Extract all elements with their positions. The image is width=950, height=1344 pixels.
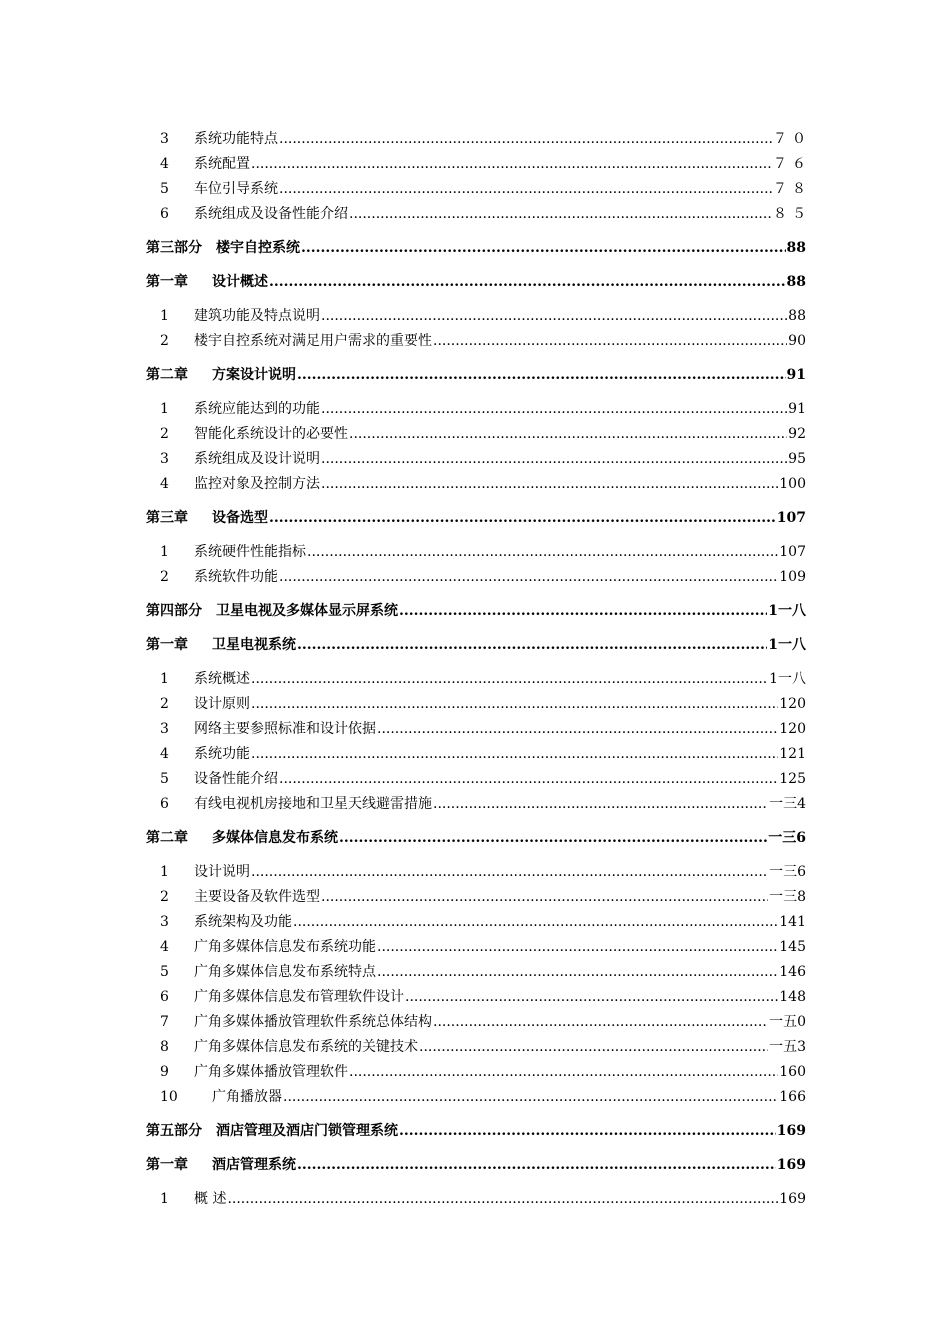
toc-entry-title: 系统组成及设备性能介绍: [194, 206, 348, 222]
toc-page-number: 一三6: [769, 864, 806, 880]
toc-entry-title: 设备性能介绍: [194, 771, 278, 787]
toc-entry-title: 有线电视机房接地和卫星天线避雷措施: [194, 796, 432, 812]
toc-entry-title: 广角播放器: [212, 1089, 282, 1105]
toc-entry-title: 设计原则: [194, 696, 250, 712]
toc-entry-title: 方案设计说明: [212, 367, 296, 383]
toc-entry-title: 多媒体信息发布系统: [212, 830, 338, 846]
toc-entry-number: 第一章: [146, 1157, 188, 1173]
toc-page-number: 一三8: [769, 889, 806, 905]
toc-entry-number: 4: [160, 476, 169, 492]
toc-dot-leader: [251, 669, 768, 689]
toc-page-number: 125: [779, 771, 806, 787]
toc-entry-title: 车位引导系统: [194, 181, 278, 197]
toc-entry-title: 卫星电视及多媒体显示屏系统: [216, 603, 398, 619]
toc-page-number: 169: [779, 1191, 806, 1207]
toc-dot-leader: [279, 179, 772, 199]
toc-dot-leader: [251, 694, 778, 714]
toc-item-entry[interactable]: [146, 1032, 806, 1057]
toc-entry-number: 第二章: [146, 830, 188, 846]
toc-page-number: 90: [788, 333, 806, 349]
toc-page-number: 一五0: [769, 1014, 806, 1030]
toc-page-number: 92: [788, 426, 806, 442]
toc-dot-leader: [433, 331, 787, 351]
toc-entry-number: 第二章: [146, 367, 188, 383]
toc-dot-leader: [251, 154, 772, 174]
toc-dot-leader: [321, 474, 778, 494]
toc-page-number: 一三4: [769, 796, 806, 812]
toc-entry-number: 9: [160, 1064, 169, 1080]
toc-entry-number: 10: [160, 1089, 178, 1105]
toc-page-number: 88: [788, 308, 806, 324]
toc-entry-title: 系统组成及设计说明: [194, 451, 320, 467]
toc-entry-title: 系统软件功能: [194, 569, 278, 585]
toc-dot-leader: [279, 769, 778, 789]
toc-item-entry[interactable]: [146, 537, 806, 562]
toc-entry-number: 4: [160, 746, 169, 762]
toc-item-entry[interactable]: [146, 394, 806, 419]
toc-page-number: 107: [779, 544, 806, 560]
toc-entry-title: 广角多媒体信息发布管理软件设计: [194, 989, 404, 1005]
toc-dot-leader: [349, 1062, 778, 1082]
toc-dot-leader: [283, 1087, 778, 1107]
toc-dot-leader: [269, 272, 786, 292]
toc-item-entry[interactable]: [146, 957, 806, 982]
toc-page-number: 121: [779, 746, 806, 762]
toc-entry-title: 广角多媒体播放管理软件: [194, 1064, 348, 1080]
toc-entry-title: 监控对象及控制方法: [194, 476, 320, 492]
toc-page-number: 107: [776, 510, 806, 526]
toc-page-number: 88: [786, 274, 806, 290]
toc-item-entry[interactable]: [146, 124, 811, 149]
toc-dot-leader: [399, 1121, 776, 1141]
toc-item-entry[interactable]: [146, 199, 811, 224]
toc-page-number: 1一八: [768, 603, 806, 619]
toc-entry-title: 建筑功能及特点说明: [194, 308, 320, 324]
toc-dot-leader: [251, 862, 768, 882]
toc-item-entry[interactable]: [146, 1007, 806, 1032]
toc-entry-number: 1: [160, 308, 169, 324]
toc-entry-number: 第五部分: [146, 1123, 202, 1139]
toc-dot-leader: [321, 399, 787, 419]
toc-chapter-entry[interactable]: [146, 503, 806, 528]
toc-part-entry[interactable]: [146, 233, 806, 258]
toc-page-number: 91: [786, 367, 806, 383]
toc-entry-title: 广角多媒体信息发布系统的关键技术: [194, 1039, 418, 1055]
toc-page-number: 141: [779, 914, 806, 930]
toc-entry-number: 4: [160, 939, 169, 955]
toc-item-entry[interactable]: [146, 789, 806, 814]
toc-page-number: 一三6: [768, 830, 806, 846]
toc-dot-leader: [279, 567, 778, 587]
toc-entry-title: 系统功能: [194, 746, 250, 762]
toc-page-number: 169: [776, 1157, 806, 1173]
toc-entry-number: 6: [160, 206, 169, 222]
toc-entry-number: 3: [160, 914, 169, 930]
toc-page-number: ７８: [773, 181, 811, 197]
toc-entry-number: 3: [160, 721, 169, 737]
toc-dot-leader: [227, 1189, 778, 1209]
toc-item-entry[interactable]: [146, 907, 806, 932]
toc-entry-title: 系统硬件性能指标: [194, 544, 306, 560]
toc-entry-title: 设备选型: [212, 510, 268, 526]
toc-entry-number: 2: [160, 889, 169, 905]
toc-item-entry[interactable]: [146, 739, 806, 764]
toc-entry-title: 网络主要参照标准和设计依据: [194, 721, 376, 737]
toc-entry-title: 设计说明: [194, 864, 250, 880]
toc-dot-leader: [433, 794, 768, 814]
toc-dot-leader: [399, 601, 767, 621]
toc-item-entry[interactable]: [146, 301, 806, 326]
toc-item-entry[interactable]: [146, 419, 806, 444]
toc-entry-number: 4: [160, 156, 169, 172]
toc-entry-title: 系统功能特点: [194, 131, 278, 147]
toc-item-entry[interactable]: [146, 1082, 806, 1107]
toc-item-entry[interactable]: [146, 469, 806, 494]
toc-part-entry[interactable]: [146, 596, 806, 621]
toc-entry-number: 2: [160, 426, 169, 442]
toc-entry-title: 酒店管理及酒店门锁管理系统: [216, 1123, 398, 1139]
toc-entry-number: 6: [160, 796, 169, 812]
toc-page-number: 146: [779, 964, 806, 980]
toc-item-entry[interactable]: [146, 664, 806, 689]
toc-entry-number: 第四部分: [146, 603, 202, 619]
toc-item-entry[interactable]: [146, 932, 806, 957]
toc-page-number: 148: [779, 989, 806, 1005]
toc-dot-leader: [307, 542, 778, 562]
toc-item-entry[interactable]: [146, 689, 806, 714]
toc-item-entry[interactable]: [146, 714, 806, 739]
toc-entry-number: 1: [160, 1191, 169, 1207]
toc-item-entry[interactable]: [146, 982, 806, 1007]
toc-entry-title: 设计概述: [212, 274, 268, 290]
toc-entry-number: 5: [160, 964, 169, 980]
toc-entry-number: 2: [160, 333, 169, 349]
toc-item-entry[interactable]: [146, 149, 811, 174]
toc-chapter-entry[interactable]: [146, 360, 806, 385]
toc-item-entry[interactable]: [146, 444, 806, 469]
toc-chapter-entry[interactable]: [146, 630, 806, 655]
toc-chapter-entry[interactable]: [146, 1150, 806, 1175]
toc-dot-leader: [321, 306, 787, 326]
toc-entry-number: 第三章: [146, 510, 188, 526]
toc-page-number: ８５: [773, 206, 811, 222]
toc-entry-title: 系统配置: [194, 156, 250, 172]
toc-entry-title: 楼宇自控系统: [216, 240, 300, 256]
toc-page-number: 95: [788, 451, 806, 467]
toc-dot-leader: [349, 424, 787, 444]
toc-chapter-entry[interactable]: [146, 823, 806, 848]
toc-dot-leader: [297, 1155, 776, 1175]
toc-entry-title: 系统架构及功能: [194, 914, 292, 930]
toc-dot-leader: [419, 1037, 768, 1057]
toc-entry-number: 2: [160, 696, 169, 712]
toc-dot-leader: [321, 887, 768, 907]
toc-entry-title: 卫星电视系统: [212, 637, 296, 653]
toc-entry-title: 系统概述: [194, 671, 250, 687]
toc-page-number: 1一八: [769, 671, 806, 687]
toc-item-entry[interactable]: [146, 562, 806, 587]
toc-page-number: 120: [779, 696, 806, 712]
toc-dot-leader: [251, 744, 778, 764]
toc-page-number: 1一八: [768, 637, 806, 653]
toc-item-entry[interactable]: [146, 764, 806, 789]
toc-entry-number: 第一章: [146, 637, 188, 653]
toc-item-entry[interactable]: [146, 326, 806, 351]
toc-page-number: 160: [779, 1064, 806, 1080]
toc-page-number: 169: [776, 1123, 806, 1139]
toc-entry-number: 3: [160, 131, 169, 147]
toc-item-entry[interactable]: [146, 1184, 806, 1209]
toc-page-number: 91: [788, 401, 806, 417]
toc-dot-leader: [377, 937, 778, 957]
toc-part-entry[interactable]: [146, 1116, 806, 1141]
toc-entry-title: 酒店管理系统: [212, 1157, 296, 1173]
toc-entry-number: 7: [160, 1014, 169, 1030]
toc-page-number: 一五3: [769, 1039, 806, 1055]
toc-entry-title: 智能化系统设计的必要性: [194, 426, 348, 442]
toc-entry-number: 5: [160, 771, 169, 787]
toc-dot-leader: [349, 204, 772, 224]
toc-entry-title: 广角多媒体信息发布系统特点: [194, 964, 376, 980]
toc-page-number: 88: [786, 240, 806, 256]
toc-entry-number: 8: [160, 1039, 169, 1055]
toc-dot-leader: [377, 962, 778, 982]
toc-page-number: 145: [779, 939, 806, 955]
toc-entry-number: 1: [160, 864, 169, 880]
toc-dot-leader: [269, 508, 776, 528]
toc-entry-title: 系统应能达到的功能: [194, 401, 320, 417]
toc-chapter-entry[interactable]: [146, 267, 806, 292]
toc-item-entry[interactable]: [146, 857, 806, 882]
toc-dot-leader: [377, 719, 778, 739]
toc-dot-leader: [433, 1012, 768, 1032]
toc-entry-number: 第一章: [146, 274, 188, 290]
toc-dot-leader: [301, 238, 786, 258]
toc-entry-number: 1: [160, 544, 169, 560]
toc-entry-title: 广角多媒体信息发布系统功能: [194, 939, 376, 955]
toc-page-number: 100: [779, 476, 806, 492]
toc-entry-title: 主要设备及软件选型: [194, 889, 320, 905]
toc-dot-leader: [293, 912, 778, 932]
toc-dot-leader: [297, 635, 767, 655]
toc-dot-leader: [297, 365, 786, 385]
toc-entry-number: 3: [160, 451, 169, 467]
toc-page-number: ７０: [773, 131, 811, 147]
toc-dot-leader: [321, 449, 787, 469]
toc-page-number: 166: [779, 1089, 806, 1105]
toc-dot-leader: [339, 828, 767, 848]
toc-page-number: 120: [779, 721, 806, 737]
toc-entry-number: 第三部分: [146, 240, 202, 256]
toc-page-number: ７６: [773, 156, 811, 172]
table-of-contents: [146, 124, 811, 1209]
toc-entry-number: 5: [160, 181, 169, 197]
toc-entry-title: 楼宇自控系统对满足用户需求的重要性: [194, 333, 432, 349]
toc-item-entry[interactable]: [146, 1057, 806, 1082]
toc-page-number: 109: [779, 569, 806, 585]
toc-entry-number: 6: [160, 989, 169, 1005]
toc-item-entry[interactable]: [146, 882, 806, 907]
toc-entry-title: 概 述: [194, 1191, 227, 1207]
toc-entry-number: 1: [160, 401, 169, 417]
toc-item-entry[interactable]: [146, 174, 811, 199]
toc-dot-leader: [279, 129, 772, 149]
toc-entry-number: 1: [160, 671, 169, 687]
toc-dot-leader: [405, 987, 778, 1007]
toc-entry-number: 2: [160, 569, 169, 585]
toc-entry-title: 广角多媒体播放管理软件系统总体结构: [194, 1014, 432, 1030]
